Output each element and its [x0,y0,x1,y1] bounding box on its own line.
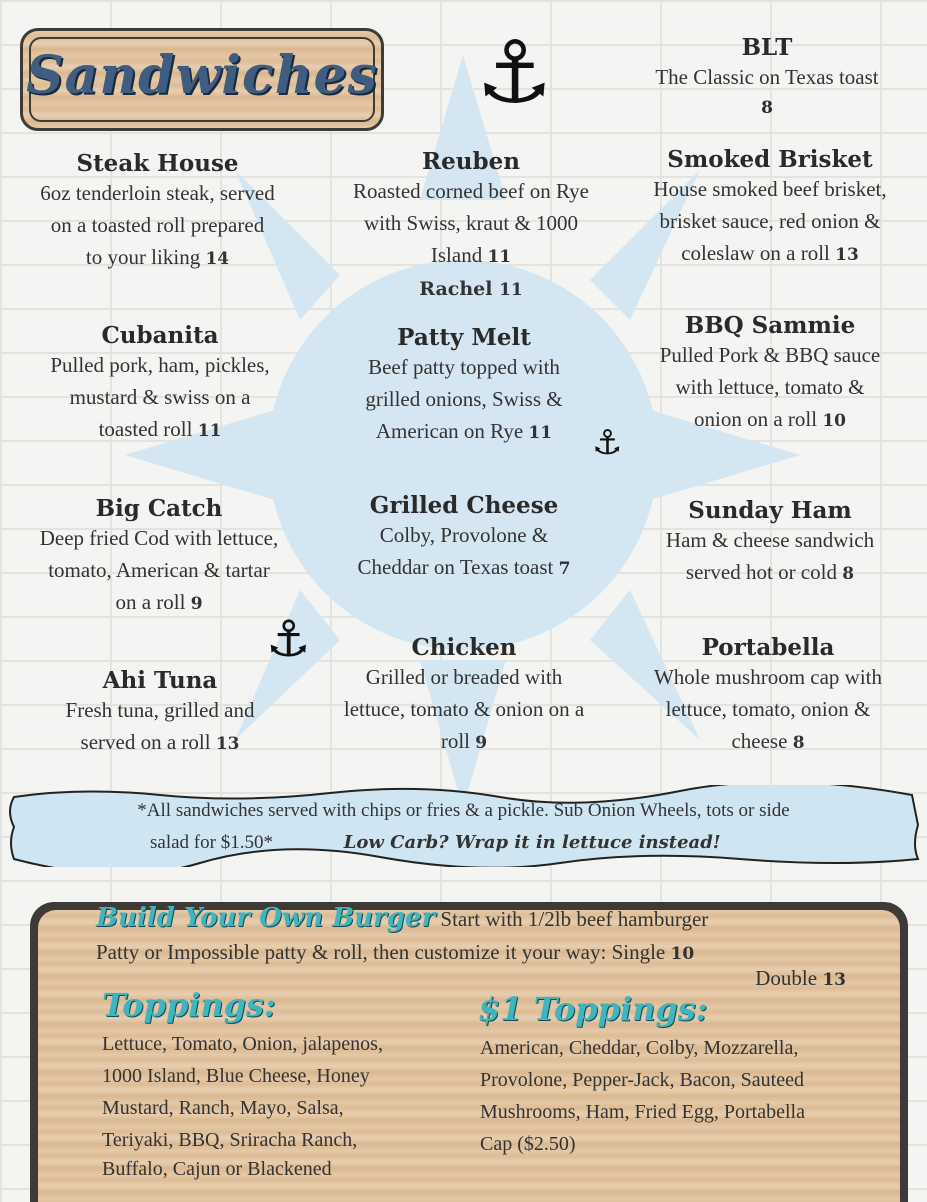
page-title: Sandwiches [26,45,378,106]
item-name: Smoked Brisket [667,146,873,173]
menu-item-cubanita [10,322,310,447]
item-desc: lettuce, tomato, onion & [665,697,871,721]
item-name: Rachel [419,278,493,300]
item-desc: Fresh tuna, grilled and [65,698,255,722]
menu-item-smoked-brisket [622,146,918,271]
menu-item-grilled-cheese [315,492,613,585]
note-line-2 [150,827,850,859]
paid-toppings-line: Provolone, Pepper-Jack, Bacon, Sauteed [480,1069,804,1091]
item-name: Big Catch [95,495,223,522]
item-desc: mustard & swiss on a [69,385,251,409]
item-desc: on a roll [115,590,186,614]
menu-item-rachel [316,273,626,306]
double-price: 13 [822,970,846,990]
title-sign [20,28,384,131]
burger-title: Build Your Own Burger [96,903,436,933]
item-name: Chicken [411,634,517,661]
item-desc: coleslaw on a roll [681,241,830,265]
menu-item-blt [612,34,922,123]
menu-item-ahi-tuna [10,667,310,760]
item-price: 8 [842,564,855,584]
burger-options-text: Patty or Impossible patty & roll, then customize it your way: Single [96,940,666,964]
paid-toppings-title: $1 Toppings: [478,990,708,1028]
paid-toppings-line: Cap ($2.50) [480,1133,576,1155]
item-desc: The Classic on Texas toast [655,65,879,89]
burger-header [96,902,856,935]
toppings-title: Toppings: [102,986,276,1024]
burger-intro: Start with 1/2lb beef hamburger [440,907,709,931]
toppings-line: Lettuce, Tomato, Onion, jalapenos, [102,1033,383,1055]
item-name: Portabella [701,634,835,661]
item-desc: American on Rye [375,419,524,443]
menu-item-bbq-sammie [622,312,918,437]
low-carb-note: Low Carb? Wrap it in lettuce instead! [343,832,721,853]
paid-toppings-list [480,1032,890,1160]
menu-item-patty-melt [315,324,613,449]
item-desc: brisket sauce, red onion & [659,209,881,233]
item-price: 11 [487,247,512,267]
item-name: Steak House [76,150,239,177]
item-desc: roll [440,729,471,753]
item-desc: on a toasted roll prepared [50,213,265,237]
note-price-text: salad for $1.50* [150,832,273,853]
item-name: Ahi Tuna [102,667,218,694]
toppings-line: Teriyaki, BBQ, Sriracha Ranch, [102,1129,358,1151]
item-price: 11 [197,421,222,441]
toppings-line: 1000 Island, Blue Cheese, Honey [102,1065,370,1087]
item-desc: House smoked beef brisket, [653,177,887,201]
toppings-line: Buffalo, Cajun or Blackened [102,1158,332,1180]
item-price: 10 [822,411,846,431]
item-desc: to your liking [85,245,201,269]
item-name: Sunday Ham [688,497,852,524]
item-name: BLT [741,34,793,61]
item-desc: cheese [731,729,788,753]
item-name: Grilled Cheese [369,492,559,519]
item-desc: grilled onions, Swiss & [365,387,563,411]
item-desc: Cheddar on Texas toast [357,555,554,579]
item-desc: served hot or cold [685,560,837,584]
item-desc: Grilled or breaded with [365,665,563,689]
single-price: 10 [670,944,695,964]
toppings-line: Mustard, Ranch, Mayo, Salsa, [102,1097,344,1119]
item-name: Patty Melt [397,324,531,351]
item-desc: Pulled Pork & BBQ sauce [659,343,881,367]
anchor-icon: ⚓ [476,23,554,123]
menu-item-portabella [618,634,918,759]
item-desc: onion on a roll [694,407,818,431]
item-desc: tomato, American & tartar [48,558,270,582]
item-price: 14 [205,249,230,269]
item-desc: with Swiss, kraut & 1000 [363,211,579,235]
item-desc: Colby, Provolone & [379,523,549,547]
item-price: 11 [499,280,523,300]
menu-item-sunday-ham [622,497,918,590]
paid-toppings-line: American, Cheddar, Colby, Mozzarella, [480,1037,799,1059]
item-desc: toasted roll [98,417,193,441]
item-desc: 6oz tenderloin steak, served [40,181,275,205]
item-desc: lettuce, tomato & onion on a [343,697,585,721]
item-name: Cubanita [101,322,219,349]
menu-item-steak-house [5,150,310,275]
item-desc: Deep fried Cod with lettuce, [39,526,279,550]
item-price: 7 [558,559,571,579]
item-desc: Beef patty topped with [368,355,560,379]
item-price: 11 [528,423,553,443]
item-price: 8 [761,98,773,118]
item-price: 13 [835,245,859,265]
item-name: BBQ Sammie [684,312,856,339]
item-price: 13 [215,734,240,754]
anchor-icon: ⚓ [592,423,623,463]
item-desc: Ham & cheese sandwich [665,528,875,552]
menu-item-chicken [310,634,618,759]
paid-toppings-line: Mushrooms, Ham, Fried Egg, Portabella [480,1101,805,1123]
item-desc: Roasted corned beef on Rye [353,179,589,203]
note-line-1: *All sandwiches served with chips or fries & a pickle. Sub Onion Wheels, tots or side [137,800,790,821]
item-desc: with lettuce, tomato & [675,375,865,399]
item-desc: Whole mushroom cap with [653,665,883,689]
item-price: 8 [792,733,805,753]
item-desc: served on a roll [80,730,211,754]
item-desc: Island [430,243,483,267]
item-desc: Pulled pork, ham, pickles, [50,353,270,377]
anchor-icon: ⚓ [266,610,311,668]
item-name: Reuben [422,148,520,175]
double-label: Double [755,966,818,990]
item-price: 9 [190,594,203,614]
menu-item-reuben [316,148,626,306]
menu-item-big-catch [5,495,313,620]
toppings-list [102,1028,462,1182]
item-price: 9 [475,733,488,753]
